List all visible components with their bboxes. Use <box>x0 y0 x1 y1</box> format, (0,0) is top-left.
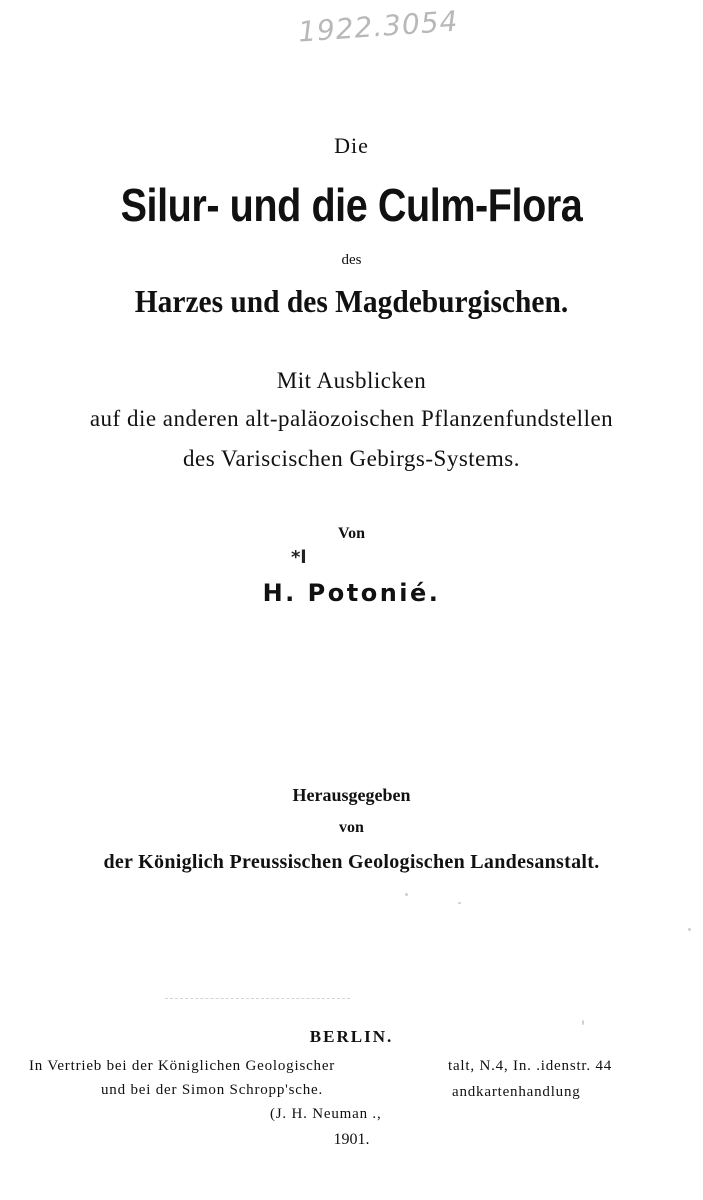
paper-speck <box>405 893 408 896</box>
imprint-line-1-left: In Vertrieb bei der Königlichen Geologischer <box>29 1058 336 1074</box>
paper-speck <box>688 928 691 931</box>
imprint-line-2-right: andkartenhandlung <box>452 1084 581 1100</box>
ausblick-line-1: Mit Ausblicken <box>276 368 427 393</box>
title-connector: des <box>341 252 362 268</box>
handwritten-mark: *l <box>291 547 307 568</box>
imprint-line-1-right: talt, N.4, In. .idenstr. 44 <box>448 1058 613 1074</box>
by-label: Von <box>338 525 365 542</box>
imprint-city: BERLIN. <box>309 1027 394 1046</box>
handwritten-accession-number: 1922.3054 <box>297 4 460 49</box>
ausblick-line-2: auf die anderen alt-paläozoischen Pflanzenfundstellen <box>89 406 614 431</box>
faint-mark <box>165 998 350 999</box>
edited-label: Herausgegeben <box>292 785 411 805</box>
main-title: Silur- und die Culm-Flora <box>120 179 583 231</box>
subtitle: Harzes und des Magdeburgischen. <box>134 283 569 319</box>
paper-speck <box>582 1020 584 1025</box>
publication-year: 1901. <box>333 1131 370 1148</box>
imprint-line-2-left: und bei der Simon Schropp'sche. <box>101 1082 324 1098</box>
author-name: H. Potonié. <box>262 579 441 607</box>
pre-title: Die <box>334 133 369 158</box>
imprint-line-3: (J. H. Neuman ., <box>270 1106 382 1122</box>
paper-speck <box>458 902 461 904</box>
by-label-2: von <box>339 819 364 836</box>
ausblick-line-3: des Variscischen Gebirgs-Systems. <box>183 446 520 471</box>
publisher-institution: der Königlich Preussischen Geologischen Landesanstalt. <box>103 851 600 873</box>
